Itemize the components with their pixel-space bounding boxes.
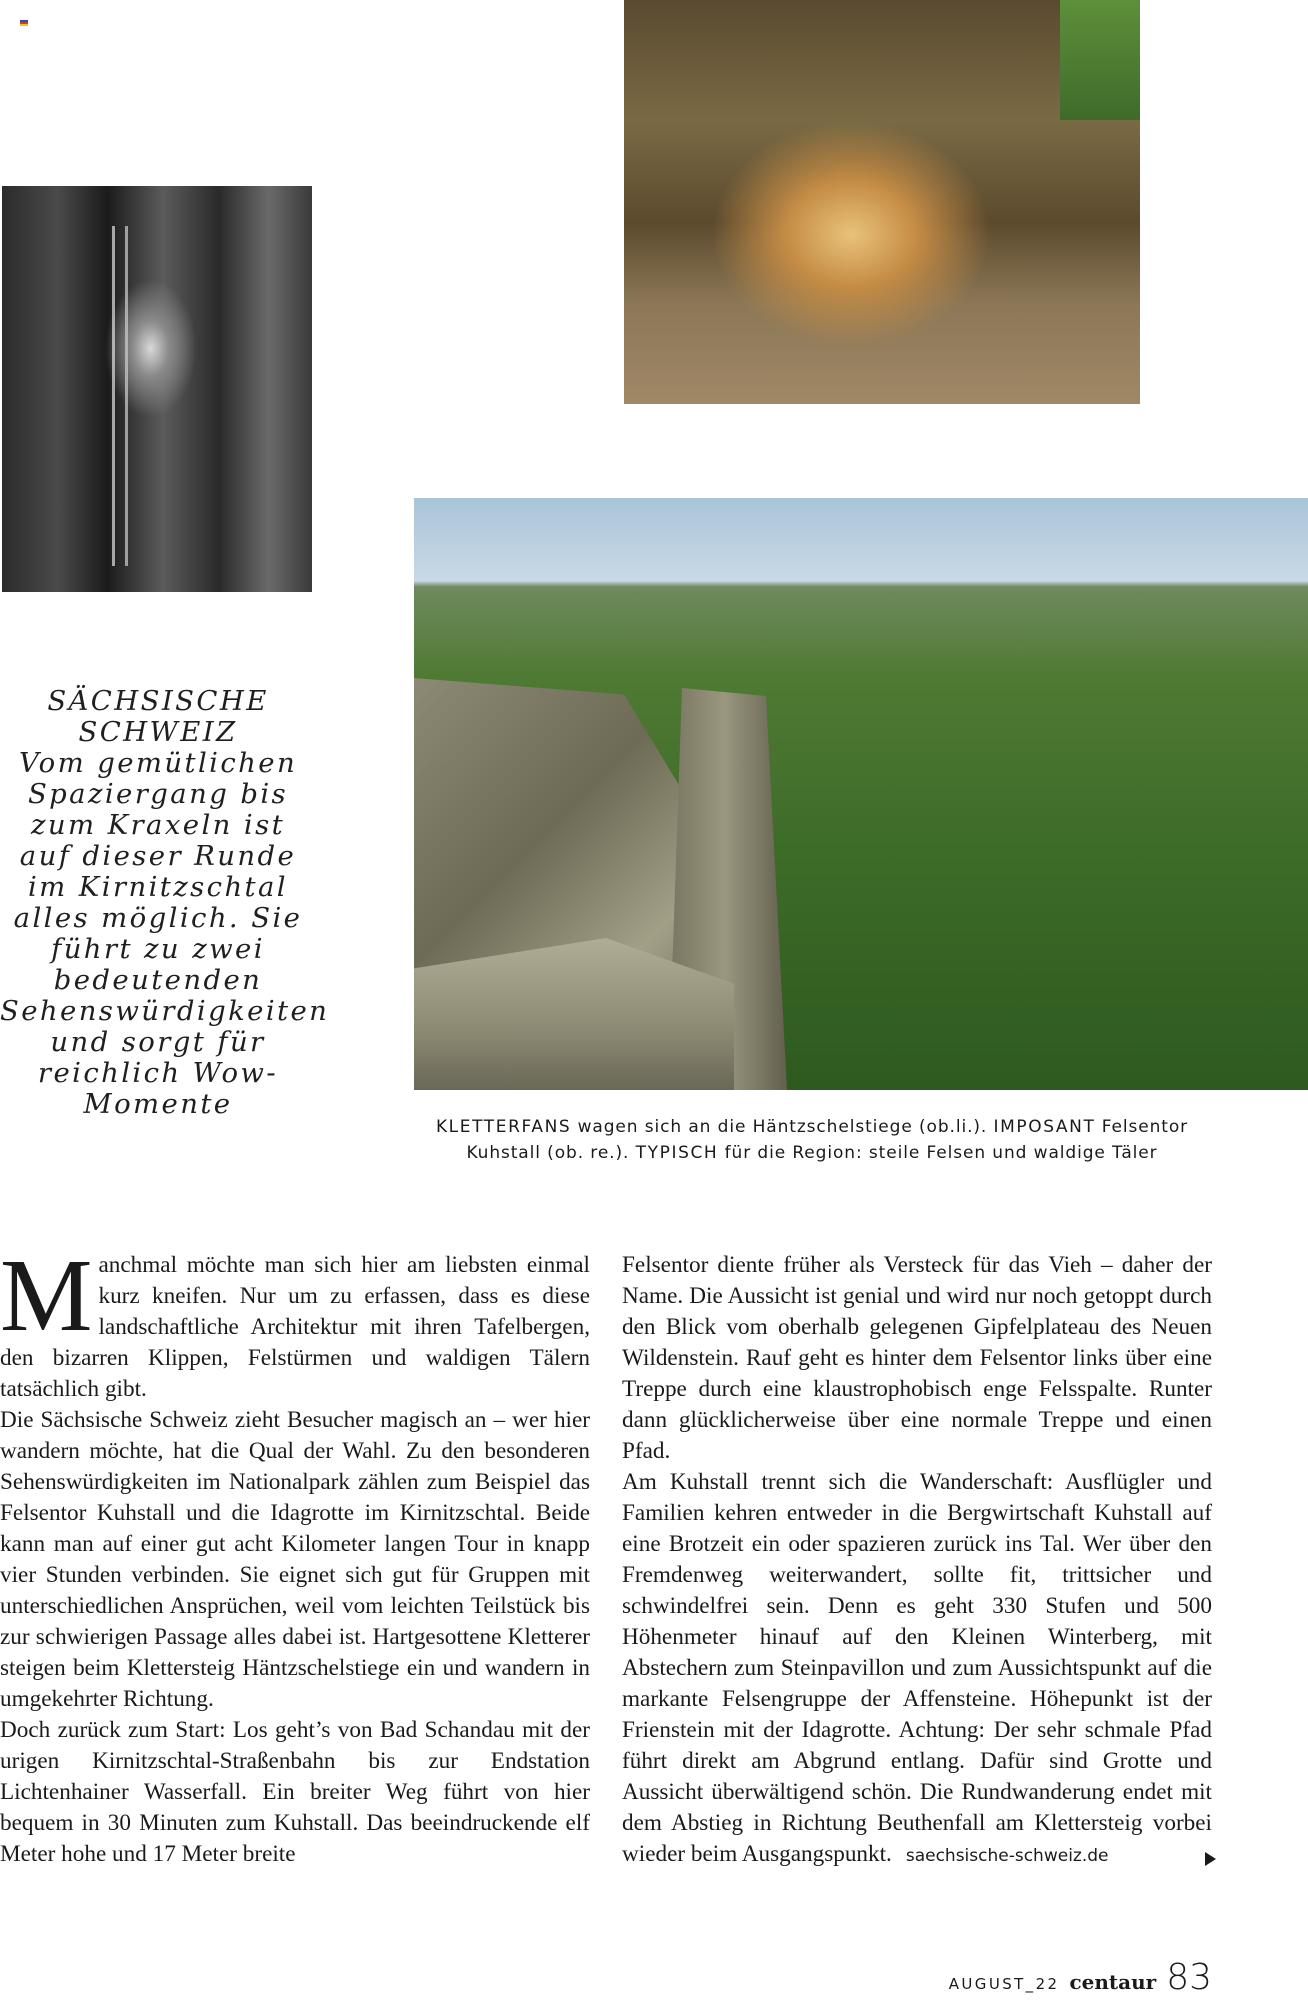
foliage-detail — [1060, 0, 1140, 120]
valley-landscape-photo — [414, 498, 1308, 1090]
article-column-right — [622, 1250, 1212, 1872]
caption-text: Felsentor Kuhstall (ob. re.). — [466, 1117, 1189, 1163]
pull-quote-headline: SÄCHSISCHE SCHWEIZ — [47, 685, 269, 748]
flag-icon — [20, 20, 28, 26]
kuhstall-arch-photo — [624, 0, 1140, 404]
caption-text: wagen sich an die Häntzschelstiege (ob.li.). — [571, 1117, 994, 1137]
ladder-detail — [112, 226, 128, 566]
caption-keyword: KLETTERFANS — [435, 1117, 572, 1137]
magazine-logo: centaur — [1069, 1970, 1157, 1994]
article-paragraph: Die Sächsische Schweiz zieht Besucher magisch an – wer hier wandern möchte, hat die Qual der Wahl. Zu den besonderen Sehenswürdigkeiten im Nationalpark zählen zum Beispiel das Felsentor Kuhstall und die Idagrotte im Kirnitzschtal. Beide kann man auf einer gut acht Kilometer langen Tour in knapp vier Stunden verbinden. Sie eignet sich gut für Gruppen mit unterschiedlichen Ansprüchen, weil vom leichten Teilstück bis zur schwierigen Passage alles dabei ist. Hartgesottene Kletterer steigen beim Klettersteig Häntzschelstiege ein und wandern in umgekehrter Richtung. — [0, 1407, 590, 1712]
page-number: 83 — [1166, 1957, 1212, 1998]
source-link[interactable]: saechsische-schweiz.de — [905, 1846, 1109, 1866]
pull-quote-text: Vom gemütlichen Spaziergang bis zum Kraxeln ist auf dieser Runde im Kirnitzschtal alles möglich. Sie führt zu zwei bedeutenden Sehenswürdigkeiten und sorgt für reichlich Wow-Momente — [0, 747, 330, 1120]
caption-keyword: IMPOSANT — [993, 1117, 1096, 1137]
paragraph-text: anchmal möchte man sich hier am liebsten einmal kurz kneifen. Nur um zu erfassen, dass es diese landschaftliche Architektur mit ihren Tafelbergen, den bizarren Klippen, Felstürmen und waldigen Tälern tatsächlich gibt. — [0, 1252, 590, 1402]
pull-quote — [0, 685, 330, 1120]
article-paragraph — [622, 1467, 1212, 1872]
climber-photo — [2, 186, 312, 592]
triangle-right-icon — [1205, 1852, 1216, 1866]
paragraph-text: Am Kuhstall trennt sich die Wanderschaft: Ausflügler und Familien kehren entweder in die Bergwirtschaft Kuhstall auf eine Brotzeit ein oder spazieren zurück ins Tal. Wer über den Fremdenweg weiterwandert, sollte fit, trittsicher und schwindelfrei sein. Denn es geht 330 Stufen und 500 Höhenmeter hinauf auf den Kleinen Winterberg, mit Abstechern zum Steinpavillon und zum Aussichtspunkt auf die markante Felsengruppe der Affensteine. Höhepunkt ist der Frienstein mit der Idagrotte. Achtung: Der sehr schmale Pfad führt direkt am Abgrund entlang. Dafür sind Grotte und Aussicht überwältigend schön. Die Rundwanderung endet mit dem Abstieg in Richtung Beuthenfall am Klettersteig vorbei wieder beim Ausgangspunkt. — [622, 1469, 1212, 1867]
article-paragraph: Felsentor diente früher als Versteck für das Vieh – daher der Name. Die Aussicht ist genial und wird nur noch getoppt durch den Blick vom oberhalb gelegenen Gipfelplateau des Neuen Wildenstein. Rauf geht es hinter dem Felsentor links über eine Treppe durch eine klaustrophobisch enge Felsspalte. Runter dann glücklicherweise über eine normale Treppe und einen Pfad. — [622, 1252, 1212, 1464]
article-column-left — [0, 1238, 590, 1870]
caption-text: für die Region: steile Felsen und waldige Täler — [718, 1143, 1158, 1163]
article-paragraph — [0, 1238, 590, 1405]
page-footer — [949, 1957, 1212, 1998]
article-paragraph: Doch zurück zum Start: Los geht’s von Bad Schandau mit der urigen Kirnitzschtal-Straßenbahn bis zur Endstation Lichtenhainer Wasserfall. Ein breiter Weg führt von hier bequem in 30 Minuten zum Kuhstall. Das beeindruckende elf Meter hohe und 17 Meter breite — [0, 1717, 590, 1867]
caption-keyword: TYPISCH — [635, 1143, 719, 1163]
photo-caption — [412, 1114, 1212, 1166]
drop-cap: M — [0, 1238, 93, 1353]
issue-label: AUGUST_22 — [948, 1975, 1060, 1993]
